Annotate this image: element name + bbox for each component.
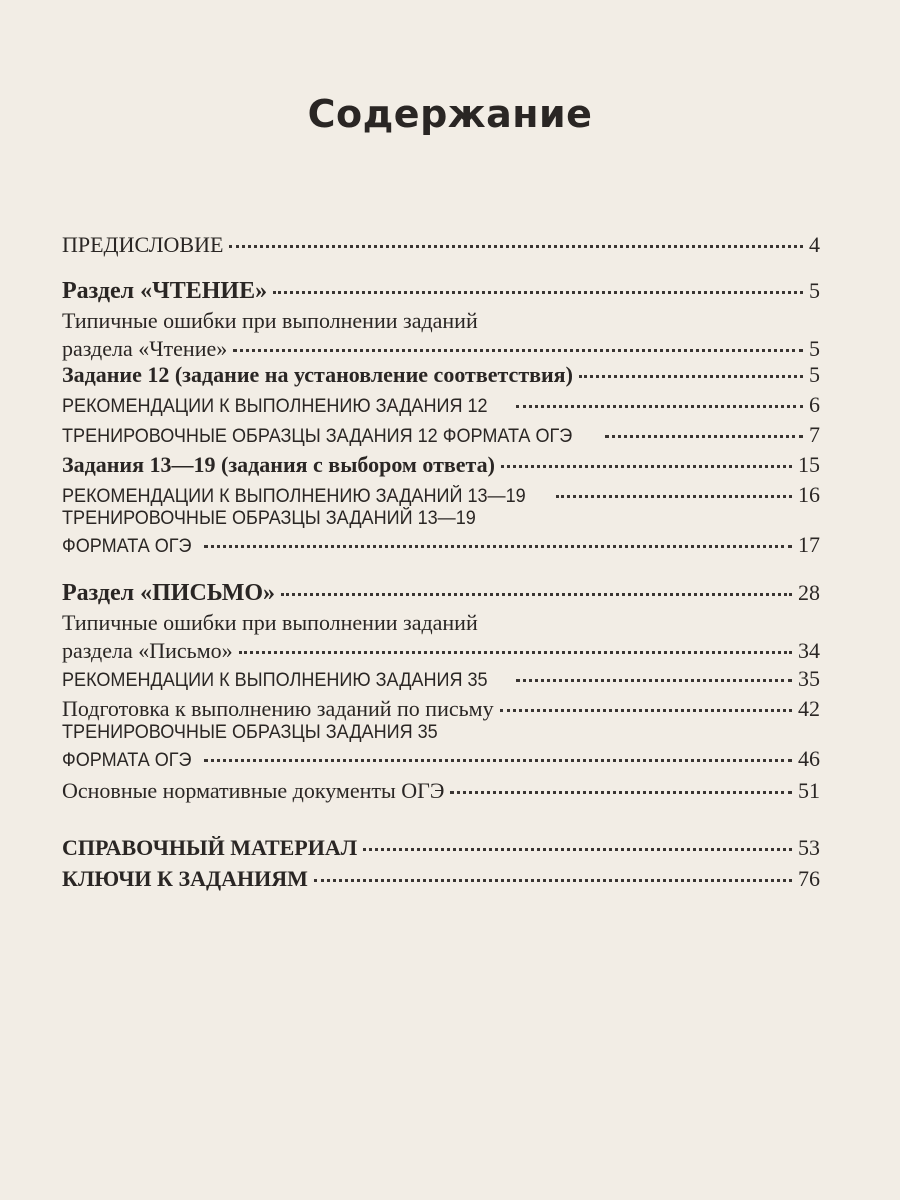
toc-entry[interactable] — [62, 866, 820, 892]
dot-leader — [556, 495, 792, 498]
toc-page-number: 15 — [798, 452, 820, 477]
dot-leader — [579, 375, 803, 378]
toc-entry[interactable] — [62, 452, 820, 478]
toc-page-number: 51 — [798, 778, 820, 803]
toc-entry-title: ФОРМАТА ОГЭ — [62, 536, 192, 557]
toc-entry-title: раздела «Чтение» — [62, 336, 228, 361]
dot-leader — [233, 349, 803, 352]
toc-page-number: 28 — [798, 580, 820, 605]
toc-page-number: 34 — [798, 638, 820, 663]
toc-page-number: 7 — [809, 422, 820, 447]
toc-entry[interactable] — [62, 482, 820, 508]
page-title: Содержание — [307, 92, 593, 136]
toc-entry-title: РЕКОМЕНДАЦИИ К ВЫПОЛНЕНИЮ ЗАДАНИЙ 13—19 — [62, 486, 526, 507]
dot-leader — [229, 245, 803, 248]
dot-leader — [363, 848, 792, 851]
dot-leader — [314, 879, 792, 882]
toc-entry-title: Задания 13—19 (задания с выбором ответа) — [62, 452, 495, 477]
toc-entry-title: ТРЕНИРОВОЧНЫЕ ОБРАЗЦЫ ЗАДАНИЯ 12 ФОРМАТА ОГЭ — [62, 426, 573, 447]
dot-leader — [281, 593, 792, 596]
toc-page-number: 6 — [809, 392, 820, 417]
toc-page-number: 46 — [798, 746, 820, 771]
dot-leader — [450, 791, 792, 794]
toc-entry-title: ТРЕНИРОВОЧНЫЕ ОБРАЗЦЫ ЗАДАНИЙ 13—19 — [62, 508, 476, 529]
toc-entry-title: раздела «Письмо» — [62, 638, 233, 663]
toc-entry[interactable] — [62, 835, 820, 861]
toc-entry-title: Подготовка к выполнению заданий по письму — [62, 696, 494, 721]
toc-entry[interactable] — [62, 696, 820, 722]
dot-leader — [516, 679, 792, 682]
toc-page-number: 35 — [798, 666, 820, 691]
toc-page-number: 17 — [798, 532, 820, 557]
toc-entry-title: Основные нормативные документы ОГЭ — [62, 778, 445, 803]
toc-entry[interactable] — [62, 422, 820, 448]
toc-entry-title: Задание 12 (задание на установление соответствия) — [62, 362, 573, 387]
toc-page-number: 5 — [809, 336, 820, 361]
dot-leader — [204, 545, 792, 548]
dot-leader — [500, 709, 792, 712]
toc-entry-title: ПРЕДИСЛОВИЕ — [62, 232, 224, 257]
toc-entry-title: КЛЮЧИ К ЗАДАНИЯМ — [62, 866, 308, 891]
toc-page-number: 4 — [809, 232, 820, 257]
toc-entry[interactable] — [62, 778, 820, 804]
toc-entry[interactable] — [62, 666, 820, 692]
toc-page-number: 16 — [798, 482, 820, 507]
toc-entry-title: РЕКОМЕНДАЦИИ К ВЫПОЛНЕНИЮ ЗАДАНИЯ 12 — [62, 396, 488, 417]
dot-leader — [273, 291, 803, 294]
toc-entry-title: Типичные ошибки при выполнении заданий — [62, 308, 478, 333]
dot-leader — [501, 465, 792, 468]
toc-entry-title: ФОРМАТА ОГЭ — [62, 750, 192, 771]
toc-entry-title: РЕКОМЕНДАЦИИ К ВЫПОЛНЕНИЮ ЗАДАНИЯ 35 — [62, 670, 488, 691]
toc-entry[interactable] — [62, 308, 820, 362]
toc-page-number: 5 — [809, 278, 820, 303]
toc-entry-title: Типичные ошибки при выполнении заданий — [62, 610, 478, 635]
dot-leader — [239, 651, 792, 654]
toc-page-number: 76 — [798, 866, 820, 891]
toc-entry[interactable] — [62, 580, 820, 607]
dot-leader — [605, 435, 803, 438]
toc-entry[interactable] — [62, 278, 820, 305]
toc-entry[interactable] — [62, 722, 820, 772]
toc-entry[interactable] — [62, 232, 820, 258]
toc-entry-title: Раздел «ЧТЕНИЕ» — [62, 278, 268, 304]
dot-leader — [204, 759, 792, 762]
toc-entry-title: Раздел «ПИСЬМО» — [62, 580, 276, 606]
toc-entry[interactable] — [62, 392, 820, 418]
toc-entry[interactable] — [62, 362, 820, 388]
toc-page-number: 42 — [798, 696, 820, 721]
toc-entry[interactable] — [62, 610, 820, 664]
toc-entry-title: СПРАВОЧНЫЙ МАТЕРИАЛ — [62, 835, 358, 860]
dot-leader — [516, 405, 803, 408]
toc-page-number: 5 — [809, 362, 820, 387]
toc-page-number: 53 — [798, 835, 820, 860]
toc-entry[interactable] — [62, 508, 820, 558]
toc-entry-title: ТРЕНИРОВОЧНЫЕ ОБРАЗЦЫ ЗАДАНИЯ 35 — [62, 722, 438, 743]
